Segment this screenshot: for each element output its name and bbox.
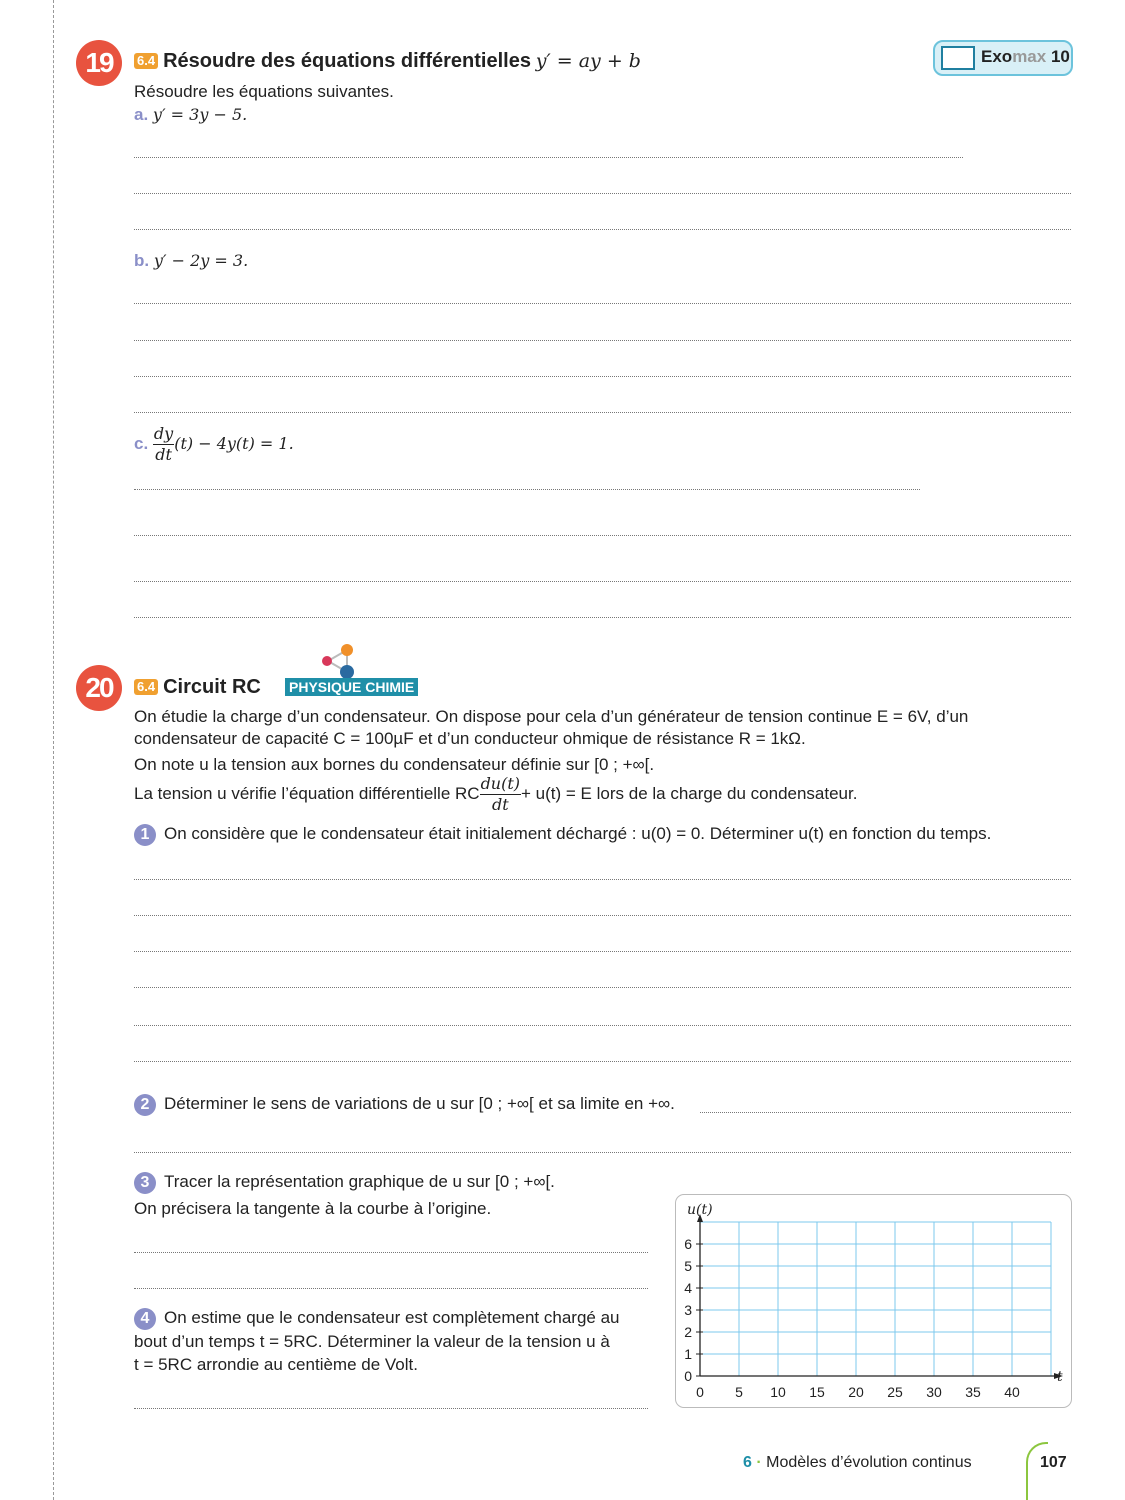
x-tick-label: 40 [1004,1384,1020,1400]
question-text: bout d’un temps t = 5RC. Déterminer la valeur de la tension u à [134,1332,610,1351]
statement-line: condensateur de capacité C = 100µF et d’un conducteur ohmique de résistance R = 1kΩ. [134,729,806,748]
x-tick-label: 20 [848,1384,864,1400]
exomax-label-b: max [1012,47,1047,66]
answer-line[interactable] [134,987,1071,988]
statement-line: On étudie la charge d’un condensateur. On dispose pour cela d’un générateur de tension continue E = 6V, d’un [134,707,969,726]
exomax-button[interactable] [933,40,1073,76]
x-tick-label: 0 [696,1384,704,1400]
answer-line[interactable] [134,1252,648,1253]
answer-line[interactable] [700,1112,1071,1113]
answer-line[interactable] [134,617,1071,618]
empty-graph-grid[interactable] [675,1194,1071,1407]
exercise-intro: Résoudre les équations suivantes. [134,82,394,101]
exomax-number: 10 [1050,47,1070,66]
answer-line[interactable] [134,193,1071,194]
answer-line[interactable] [134,340,1071,341]
question-text: On considère que le condensateur était initialement déchargé : u(0) = 0. Déterminer u(t) en fonction du temps. [164,824,992,843]
chapter-title: Modèles d’évolution continus [766,1454,972,1471]
y-tick-label: 0 [684,1368,692,1384]
question-text: On estime que le condensateur est complètement chargé au [164,1308,620,1327]
chapter-number: 6 [743,1454,752,1471]
answer-line[interactable] [134,951,1071,952]
statement-text: La tension u vérifie l’équation différentielle RC [134,783,480,803]
statement-text: + u(t) = E lors de la charge du condensateur. [521,783,858,803]
page-number: 107 [1040,1454,1067,1471]
y-tick-label: 2 [684,1324,692,1340]
equation: (t) − 4y(t) = 1. [174,433,294,453]
y-axis-label: u(t) [687,1202,713,1218]
answer-line[interactable] [134,157,963,158]
y-tick-label: 4 [684,1280,692,1296]
exercise-number-20: 20 [76,665,122,711]
answer-line[interactable] [134,1061,1071,1062]
question-text: t = 5RC arrondie au centième de Volt. [134,1355,418,1374]
y-tick-label: 1 [684,1346,692,1362]
question-2 [134,1094,675,1116]
answer-line[interactable] [134,1408,648,1409]
fraction-numerator: du(t) [480,774,521,793]
x-tick-label: 25 [887,1384,903,1400]
question-label: b. [134,251,150,270]
question-1 [134,824,991,846]
answer-line[interactable] [134,376,1071,377]
answer-line[interactable] [134,1025,1071,1026]
question-4 [134,1308,620,1330]
y-tick-label: 3 [684,1302,692,1318]
y-tick-label: 6 [684,1236,692,1252]
footer-chapter [743,1454,972,1472]
x-tick-label: 30 [926,1384,942,1400]
question-b [134,251,248,271]
answer-line[interactable] [134,1152,1071,1153]
equation: y′ = 3y − 5. [152,105,248,124]
x-tick-label: 15 [809,1384,825,1400]
equation: y′ − 2y = 3. [153,251,249,270]
fraction-numerator: dy [153,424,174,443]
section-tag: 6.4 [134,53,158,69]
answer-line[interactable] [134,1288,648,1289]
title-equation: y′ = ay + b [535,50,641,72]
tablet-hand-icon [941,46,975,70]
answer-line[interactable] [134,915,1071,916]
question-text: On précisera la tangente à la courbe à l’origine. [134,1199,492,1218]
answer-line[interactable] [134,535,1071,536]
question-number: 3 [134,1172,156,1194]
answer-line[interactable] [134,581,1071,582]
x-tick-label: 5 [735,1384,743,1400]
exercise-19-heading [134,50,641,73]
exercise-20-heading [134,676,261,699]
fraction-denominator: dt [155,445,172,464]
exomax-label-a: Exo [981,47,1013,66]
question-number: 2 [134,1094,156,1116]
answer-line[interactable] [134,229,1071,230]
question-number: 1 [134,824,156,846]
molecule-icon [318,642,358,680]
answer-line[interactable] [134,879,1071,880]
x-axis-label: t [1057,1369,1063,1385]
fraction-denominator: dt [491,795,509,814]
section-tag: 6.4 [134,679,158,695]
y-tick-label: 5 [684,1258,692,1274]
subject-badge: PHYSIQUE CHIMIE [285,678,418,696]
statement-line: On note u la tension aux bornes du condensateur définie sur [0 ; +∞[. [134,755,655,774]
exercise-title: Circuit RC [163,676,261,698]
answer-line[interactable] [134,412,1071,413]
answer-line[interactable] [134,489,920,490]
question-3 [134,1172,555,1194]
statement-equation-line [134,774,857,815]
margin-dashed-line [53,0,54,1500]
question-text: Tracer la représentation graphique de u sur [0 ; +∞[. [164,1172,555,1191]
question-a [134,105,247,125]
question-text: Déterminer le sens de variations de u sur [0 ; +∞[ et sa limite en +∞. [164,1094,675,1113]
question-label: c. [134,433,149,453]
exercise-number-19: 19 [76,40,122,86]
question-label: a. [134,105,149,124]
separator: · [756,1454,762,1471]
question-number: 4 [134,1308,156,1330]
answer-line[interactable] [134,303,1071,304]
x-tick-label: 10 [770,1384,786,1400]
x-tick-label: 35 [965,1384,981,1400]
question-c [134,424,294,465]
exercise-title: Résoudre des équations différentielles [163,50,531,72]
